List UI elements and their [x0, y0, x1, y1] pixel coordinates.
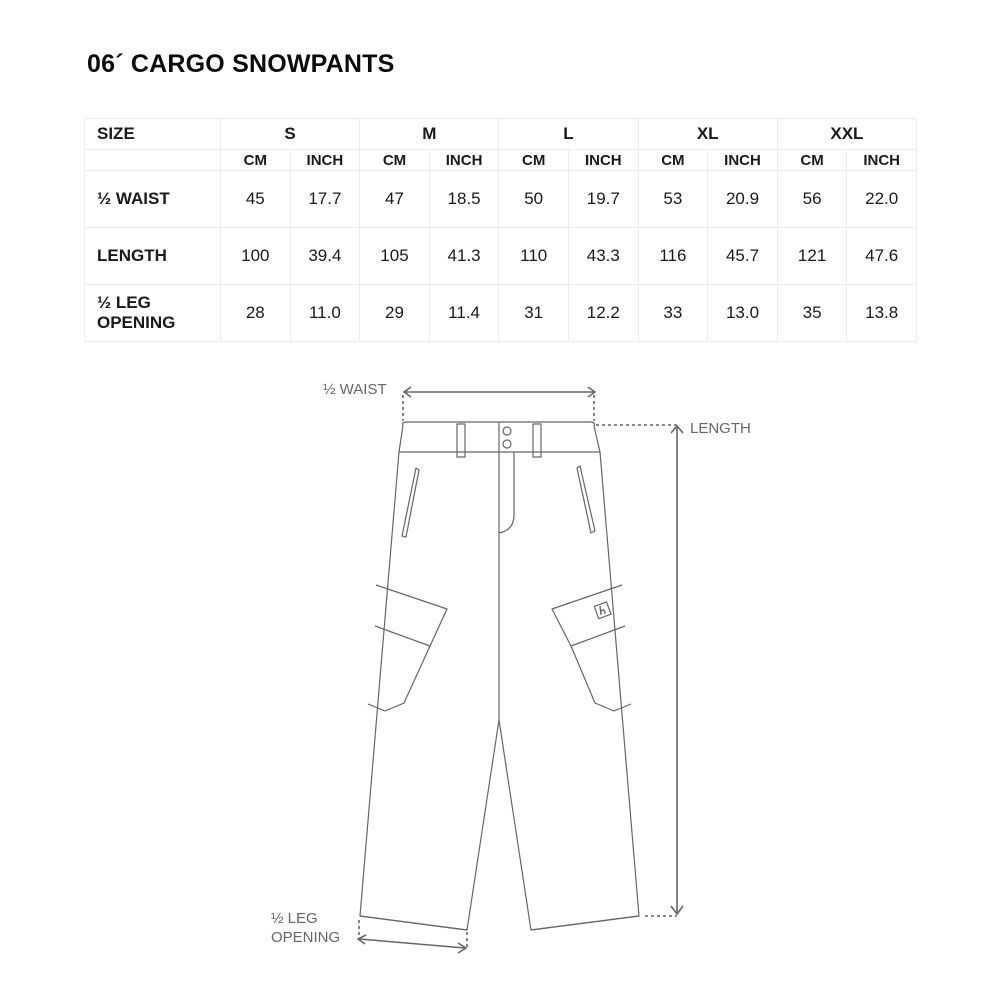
- cell: 100: [221, 228, 291, 285]
- unit-cm: CM: [499, 150, 569, 171]
- cell: 53: [638, 171, 708, 228]
- button-bottom: [503, 440, 511, 448]
- row-label-leg-opening: [85, 285, 221, 342]
- cell: 105: [360, 228, 430, 285]
- unit-cm: CM: [360, 150, 430, 171]
- table-row-leg-opening: [85, 285, 917, 342]
- cell: 41.3: [429, 228, 499, 285]
- cell: 31: [499, 285, 569, 342]
- cell: 33: [638, 285, 708, 342]
- cell: 13.8: [847, 285, 917, 342]
- cell: 12.2: [568, 285, 638, 342]
- cell: 121: [777, 228, 847, 285]
- cell: 11.0: [290, 285, 360, 342]
- cell: 35: [777, 285, 847, 342]
- unit-inch: INCH: [568, 150, 638, 171]
- cell: 45: [221, 171, 291, 228]
- pants-illustration: [0, 360, 1000, 1000]
- cell: 28: [221, 285, 291, 342]
- row-label-line2: OPENING: [97, 313, 176, 332]
- unit-cm: CM: [221, 150, 291, 171]
- empty-cell: [85, 150, 221, 171]
- cell: 56: [777, 171, 847, 228]
- cell: 17.7: [290, 171, 360, 228]
- size-header-label: SIZE: [85, 119, 221, 150]
- cell: 22.0: [847, 171, 917, 228]
- unit-cm: CM: [777, 150, 847, 171]
- page-title: 06´ CARGO SNOWPANTS: [87, 50, 395, 78]
- cell: 18.5: [429, 171, 499, 228]
- unit-inch: INCH: [290, 150, 360, 171]
- size-header-row: [85, 119, 917, 150]
- waist-measure-label: ½ WAIST: [323, 381, 387, 398]
- cell: 13.0: [708, 285, 778, 342]
- size-l-header: L: [499, 119, 638, 150]
- cell: 29: [360, 285, 430, 342]
- size-s-header: S: [221, 119, 360, 150]
- unit-inch: INCH: [847, 150, 917, 171]
- cargo-pocket-left: [368, 646, 430, 711]
- unit-cm: CM: [638, 150, 708, 171]
- row-label-length: LENGTH: [85, 228, 221, 285]
- size-m-header: M: [360, 119, 499, 150]
- pocket-left: [402, 468, 419, 537]
- fly: [499, 452, 514, 533]
- cell: 20.9: [708, 171, 778, 228]
- length-measure-label: LENGTH: [690, 420, 751, 437]
- cell: 47: [360, 171, 430, 228]
- pants-diagram: [0, 360, 1000, 1000]
- unit-header-row: [85, 150, 917, 171]
- size-xxl-header: XXL: [777, 119, 916, 150]
- cell: 11.4: [429, 285, 499, 342]
- unit-inch: INCH: [708, 150, 778, 171]
- cell: 45.7: [708, 228, 778, 285]
- button-top: [503, 427, 511, 435]
- table-row-length: [85, 228, 917, 285]
- cell: 19.7: [568, 171, 638, 228]
- leg-opening-line1: ½ LEG: [271, 910, 318, 927]
- cell: 50: [499, 171, 569, 228]
- size-chart-table: [84, 118, 917, 342]
- table-row-waist: [85, 171, 917, 228]
- cell: 47.6: [847, 228, 917, 285]
- unit-inch: INCH: [429, 150, 499, 171]
- cell: 116: [638, 228, 708, 285]
- leg-opening-line2: OPENING: [271, 929, 341, 946]
- row-label-waist: ½ WAIST: [85, 171, 221, 228]
- cell: 110: [499, 228, 569, 285]
- pocket-right: [577, 466, 595, 533]
- cell: 43.3: [568, 228, 638, 285]
- cargo-pocket-right: [571, 646, 631, 711]
- size-xl-header: XL: [638, 119, 777, 150]
- leg-opening-measure-label: [271, 909, 340, 947]
- cell: 39.4: [290, 228, 360, 285]
- row-label-line1: ½ LEG: [97, 293, 151, 312]
